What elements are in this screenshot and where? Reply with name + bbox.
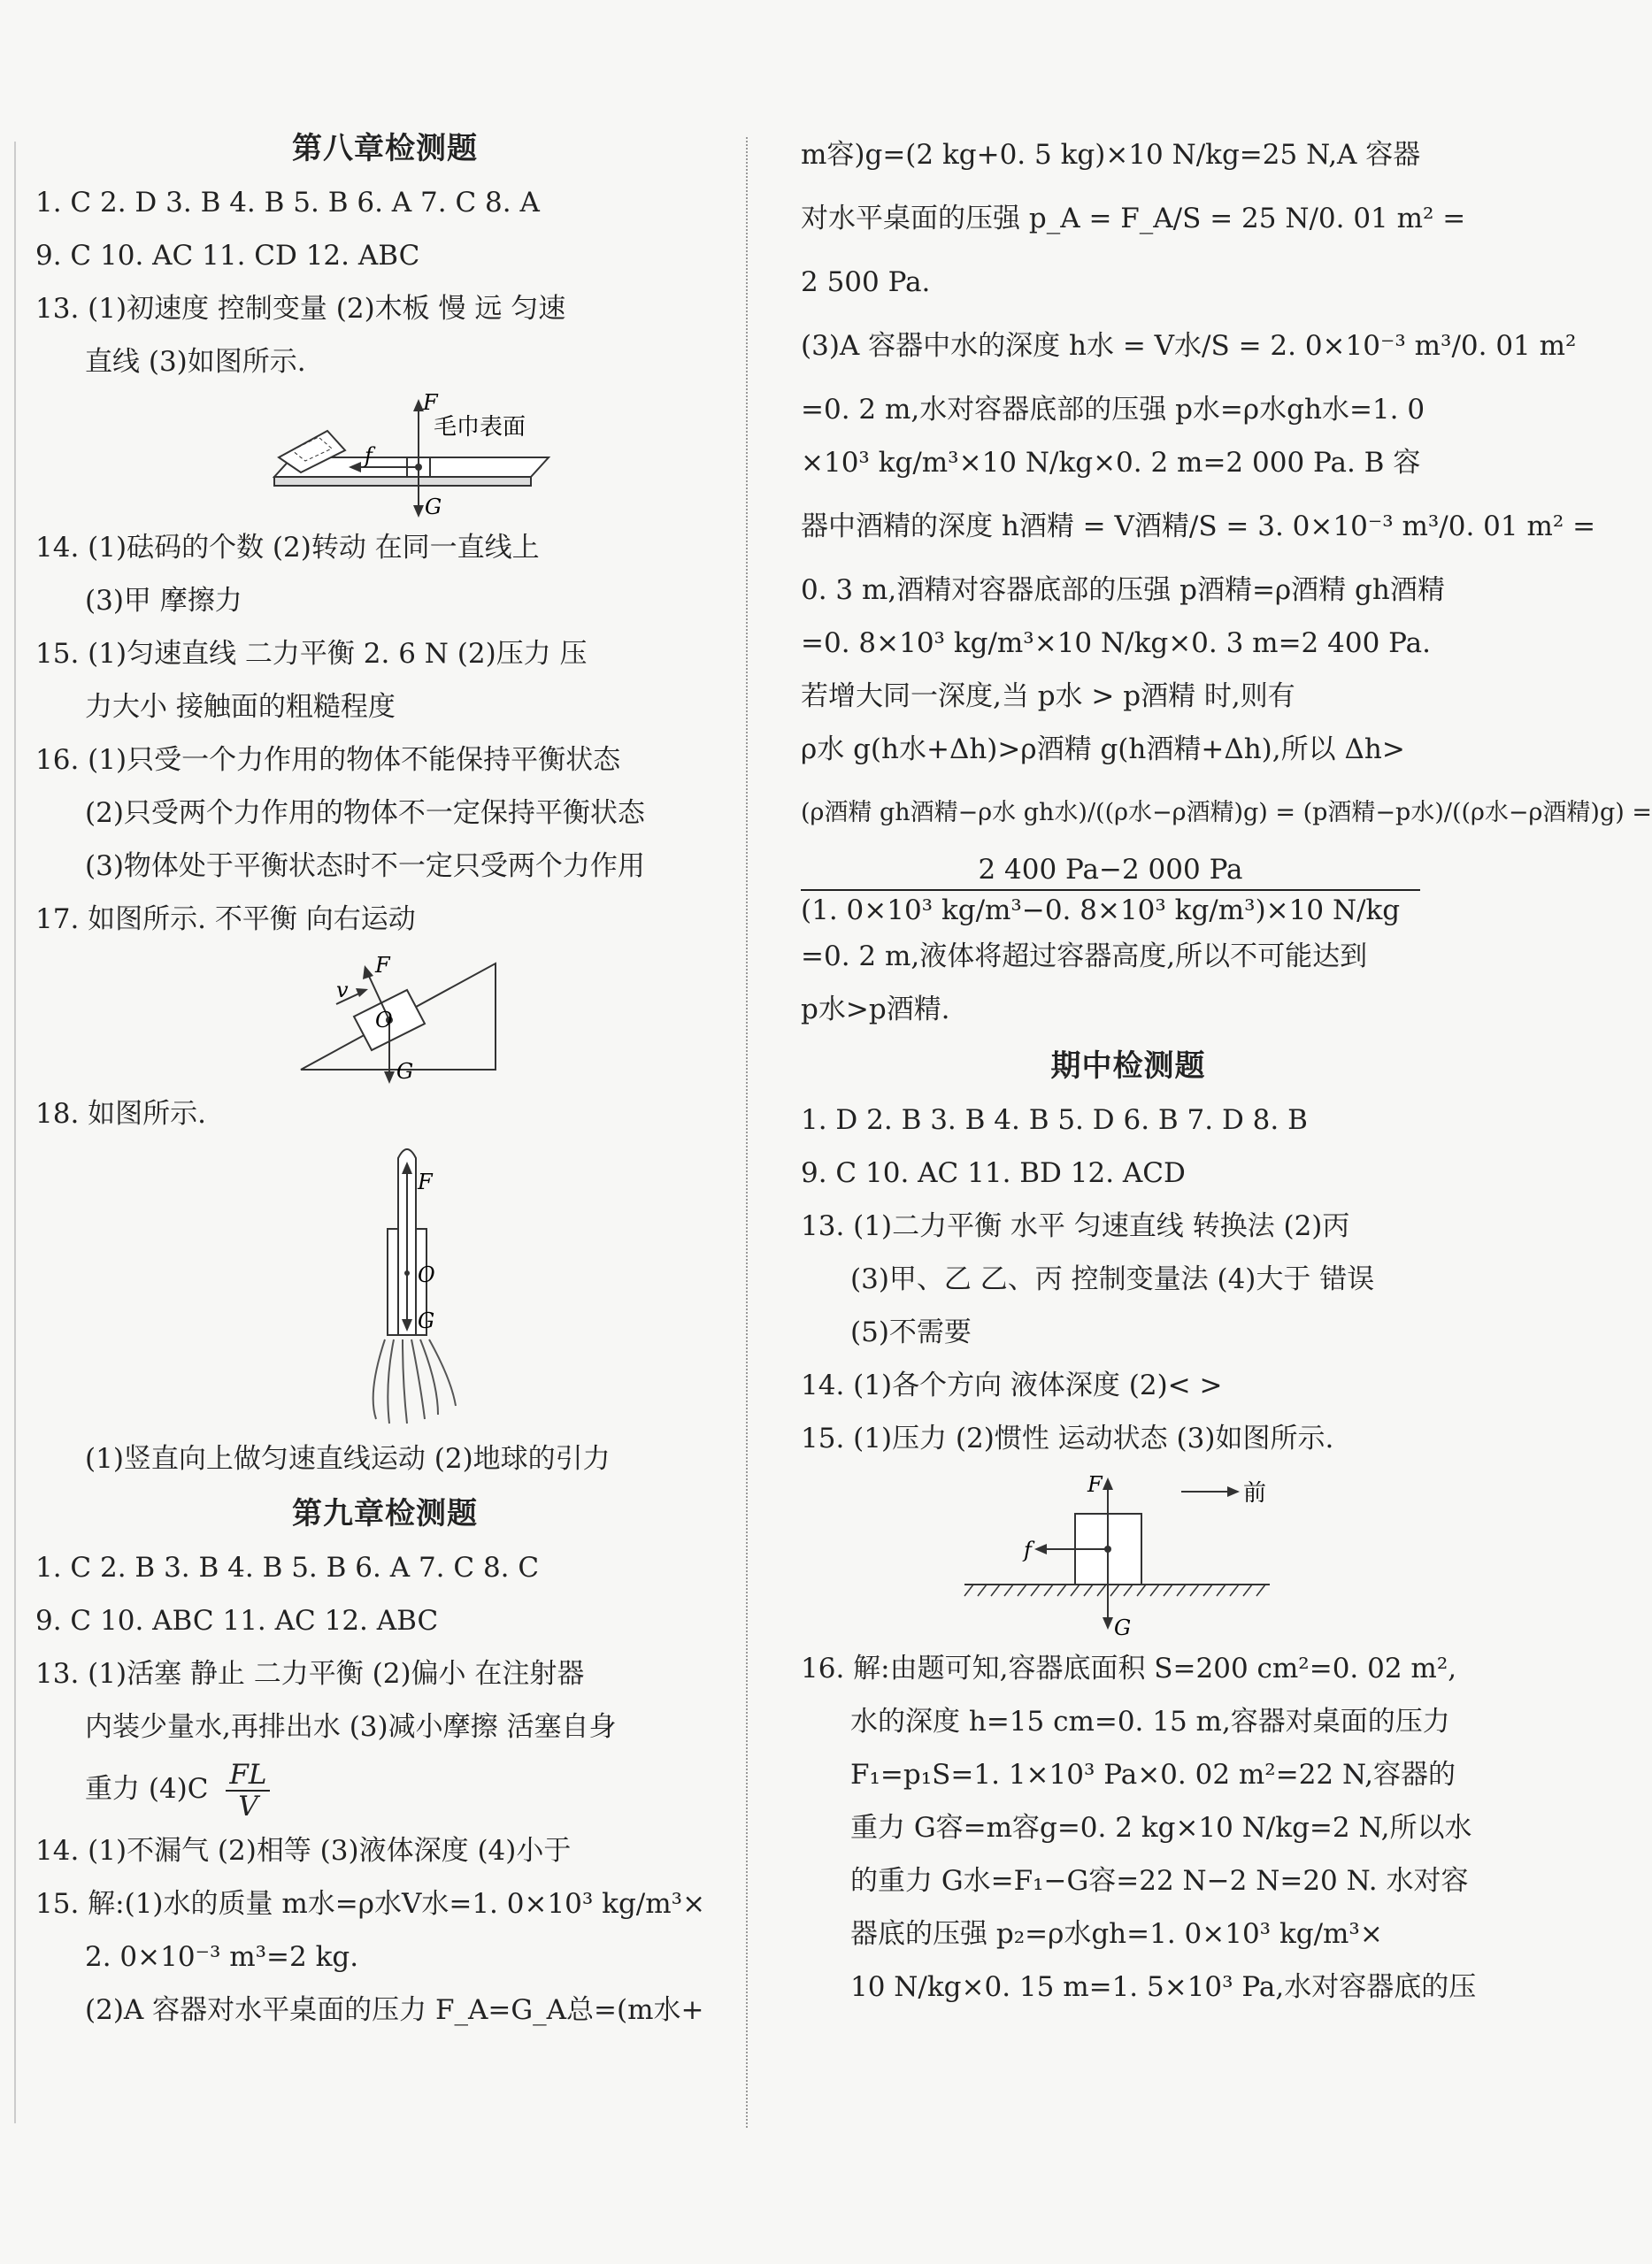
r-frac-den: (1. 0×10³ kg/m³−0. 8×10³ kg/m³)×10 N/kg <box>801 894 1401 926</box>
r-line-4: (3)A 容器中水的深度 h水 = V水/S = 2. 0×10⁻³ m³/0. 01 m² <box>801 330 1577 362</box>
ch8-q13-cont: 直线 (3)如图所示. <box>85 346 306 378</box>
ch8-q14-cont: (3)甲 摩擦力 <box>85 585 242 617</box>
left-column <box>35 124 734 2037</box>
mid-q16-4: 重力 G容=m容g=0. 2 kg×10 N/kg=2 N,所以水 <box>850 1812 1472 1844</box>
column-divider <box>746 137 748 2128</box>
fig18-label-g: G <box>418 1309 435 1333</box>
fig17-label-o: O <box>375 1008 393 1032</box>
r-line-15: =0. 2 m,液体将超过容器高度,所以不可能达到 <box>801 940 1368 972</box>
ch9-q15-2: (2)A 容器对水平桌面的压力 F_A=G_A总=(m水+ <box>85 1994 704 2026</box>
right-column <box>801 128 1652 2014</box>
midterm-title: 期中检测题 <box>1050 1048 1206 1084</box>
ch8-q16-2: (2)只受两个力作用的物体不一定保持平衡状态 <box>85 797 645 829</box>
left-page-edge <box>14 142 16 2123</box>
fig17-label-v: v <box>336 978 349 1002</box>
mid-q13-5: (5)不需要 <box>850 1316 972 1348</box>
r-line-8: 0. 3 m,酒精对容器底部的压强 p酒精=ρ酒精 gh酒精 <box>801 574 1445 606</box>
r-line-6: ×10³ kg/m³×10 N/kg×0. 2 m=2 000 Pa. B 容 <box>801 447 1421 479</box>
ch8-answers-row1: 1. C 2. D 3. B 4. B 5. B 6. A 7. C 8. A <box>35 187 540 219</box>
fig-mid15-label-f: F <box>1087 1472 1103 1497</box>
r-line-1: m容)g=(2 kg+0. 5 kg)×10 N/kg=25 N,A 容器 <box>801 139 1421 171</box>
ch9-answers-row1: 1. C 2. B 3. B 4. B 5. B 6. A 7. C 8. C <box>35 1552 540 1584</box>
fig-mid15-label-front: 前 <box>1243 1480 1267 1507</box>
fig13-label-g: G <box>425 495 442 519</box>
mid-q16-2: 水的深度 h=15 cm=0. 15 m,容器对桌面的压力 <box>850 1706 1450 1738</box>
fig17-label-f: F <box>375 953 390 978</box>
ch9-frac-den: V <box>238 1790 258 1823</box>
r-line-3: 2 500 Pa. <box>801 266 931 298</box>
ch9-frac-num: FL <box>226 1760 270 1792</box>
r-line-10: 若增大同一深度,当 p水 > p酒精 时,则有 <box>801 680 1295 712</box>
mid-q14: 14. (1)各个方向 液体深度 (2)< > <box>801 1370 1223 1401</box>
fig17-label-g: G <box>396 1059 414 1084</box>
mid-q13: 13. (1)二力平衡 水平 匀速直线 转换法 (2)丙 <box>801 1210 1350 1242</box>
ch9-formula-prefix: 重力 (4)C <box>85 1773 209 1805</box>
ch8-answers-row2: 9. C 10. AC 11. CD 12. ABC <box>35 240 420 272</box>
fig-mid15-label-g: G <box>1114 1615 1132 1640</box>
r-line-2: 对水平桌面的压强 p_A = F_A/S = 25 N/0. 01 m² = <box>801 203 1466 234</box>
ch9-answers-row2: 9. C 10. ABC 11. AC 12. ABC <box>35 1605 439 1637</box>
mid-q13-cont: (3)甲、乙 乙、丙 控制变量法 (4)大于 错误 <box>850 1263 1375 1295</box>
ch8-q16: 16. (1)只受一个力作用的物体不能保持平衡状态 <box>35 744 621 776</box>
ch8-q15: 15. (1)匀速直线 二力平衡 2. 6 N (2)压力 压 <box>35 638 588 670</box>
r-line-5: =0. 2 m,水对容器底部的压强 p水=ρ水gh水=1. 0 <box>801 394 1425 426</box>
mid-q16: 16. 解:由题可知,容器底面积 S=200 cm²=0. 02 m², <box>801 1653 1457 1685</box>
fig13-label-surface: 毛巾表面 <box>434 414 526 441</box>
figure-13-towel-surface <box>35 388 734 521</box>
figure-17-incline <box>35 946 734 1087</box>
mid-answers-row2: 9. C 10. AC 11. BD 12. ACD <box>801 1157 1186 1189</box>
ch9-q13-cont: 内装少量水,再排出水 (3)减小摩擦 活塞自身 <box>85 1711 617 1743</box>
ch9-q14: 14. (1)不漏气 (2)相等 (3)液体深度 (4)小于 <box>35 1835 572 1867</box>
r-line-7: 器中酒精的深度 h酒精 = V酒精/S = 3. 0×10⁻³ m³/0. 01 m² = <box>801 510 1596 542</box>
figure-mid15-block <box>801 1465 1456 1642</box>
ch8-q18-answer: (1)竖直向上做匀速直线运动 (2)地球的引力 <box>85 1443 611 1475</box>
r-frac-num: 2 400 Pa−2 000 Pa <box>801 850 1420 891</box>
ch9-q15-cont: 2. 0×10⁻³ m³=2 kg. <box>85 1941 359 1973</box>
r-line-9: =0. 8×10³ kg/m³×10 N/kg×0. 3 m=2 400 Pa. <box>801 627 1431 659</box>
mid-q16-7: 10 N/kg×0. 15 m=1. 5×10³ Pa,水对容器底的压 <box>850 1971 1477 2003</box>
ch9-q13: 13. (1)活塞 静止 二力平衡 (2)偏小 在注射器 <box>35 1658 585 1690</box>
ch8-q14: 14. (1)砝码的个数 (2)转动 在同一直线上 <box>35 532 540 564</box>
r-line-12: (ρ酒精 gh酒精−ρ水 gh水)/((ρ水−ρ酒精)g) = (p酒精−p水)/((ρ水−ρ酒精)g) = <box>801 799 1652 826</box>
fig13-label-f-up: F <box>423 390 438 415</box>
ch8-q15-cont: 力大小 接触面的粗糙程度 <box>85 691 396 723</box>
fig-mid15-label-fric: f <box>1024 1538 1032 1562</box>
mid-q16-5: 的重力 G水=F₁−G容=22 N−2 N=20 N. 水对容 <box>850 1865 1469 1897</box>
ch8-q18: 18. 如图所示. <box>35 1098 207 1130</box>
r-line-16: p水>p酒精. <box>801 994 950 1025</box>
figure-18-rocket <box>35 1140 734 1432</box>
fig13-label-friction: f <box>365 443 373 468</box>
chapter9-title: 第九章检测题 <box>292 1496 478 1531</box>
mid-q16-6: 器底的压强 p₂=ρ水gh=1. 0×10³ kg/m³× <box>850 1918 1383 1950</box>
ch8-q13: 13. (1)初速度 控制变量 (2)木板 慢 远 匀速 <box>35 293 566 325</box>
fig18-label-f: F <box>418 1170 433 1194</box>
mid-q16-3: F₁=p₁S=1. 1×10³ Pa×0. 02 m²=22 N,容器的 <box>850 1759 1456 1791</box>
ch8-q16-3: (3)物体处于平衡状态时不一定只受两个力作用 <box>85 850 645 882</box>
ch9-q13-formula <box>35 1754 734 1824</box>
fig18-label-o: O <box>418 1262 435 1287</box>
ch8-q17: 17. 如图所示. 不平衡 向右运动 <box>35 903 416 935</box>
r-line-11: ρ水 g(h水+Δh)>ρ酒精 g(h酒精+Δh),所以 Δh> <box>801 733 1405 765</box>
mid-q15: 15. (1)压力 (2)惯性 运动状态 (3)如图所示. <box>801 1423 1334 1454</box>
ch9-q15: 15. 解:(1)水的质量 m水=ρ水V水=1. 0×10³ kg/m³× <box>35 1888 706 1920</box>
mid-answers-row1: 1. D 2. B 3. B 4. B 5. D 6. B 7. D 8. B <box>801 1104 1308 1136</box>
chapter8-title: 第八章检测题 <box>292 131 478 166</box>
